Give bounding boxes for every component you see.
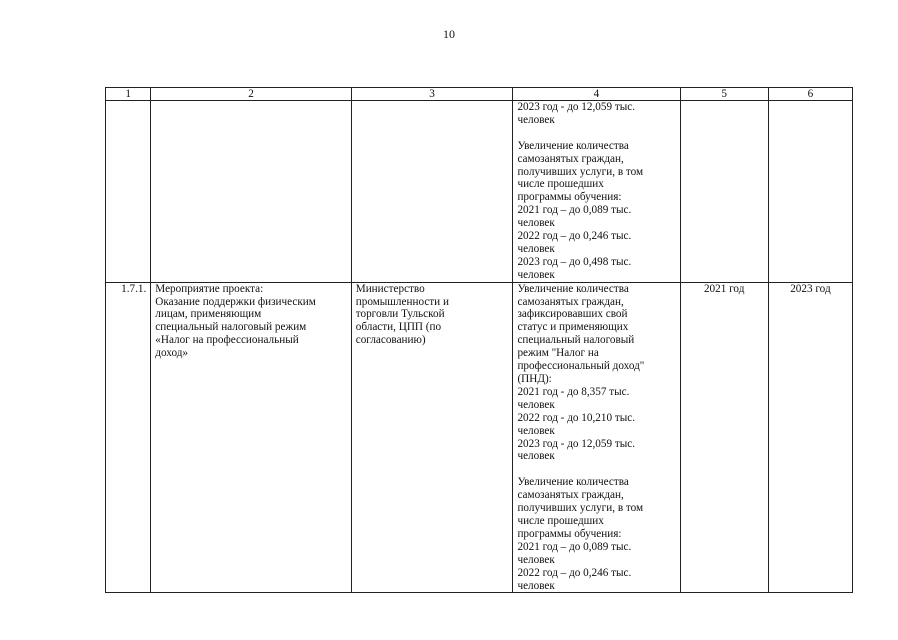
cell-text-line: самозанятых граждан, [517, 152, 624, 165]
cell-text-line: человек [517, 553, 555, 566]
cell-text-line: (ПНД): [517, 373, 552, 386]
header-col-1: 1 [106, 88, 151, 101]
cell-text-line: промышленности и [355, 295, 449, 308]
row2-indicators [513, 282, 680, 593]
cell-text-line: Министерство [355, 282, 425, 295]
row1-col3 [351, 101, 513, 283]
cell-text-line: самозанятых граждан, [517, 489, 624, 502]
row2-end-year: 2023 год [768, 282, 852, 593]
cell-text-line: человек [517, 424, 555, 437]
row1-col2 [151, 101, 351, 283]
table-row [106, 101, 853, 283]
measures-table [105, 87, 853, 593]
cell-text-line: человек [517, 242, 555, 255]
cell-text-line: «Налог на профессиональный [155, 334, 299, 347]
table-row [106, 282, 853, 593]
cell-text-line: профессиональный доход" [517, 360, 645, 373]
cell-text-line: режим "Налог на [517, 347, 599, 360]
cell-text-line: 2023 год – до 0,498 тыс. [517, 255, 632, 268]
blank-line [517, 127, 675, 140]
row1-col6 [768, 101, 852, 283]
header-col-2: 2 [151, 88, 351, 101]
page-number: 10 [443, 27, 455, 41]
cell-text-line: Увеличение количества [517, 139, 629, 152]
cell-text-line: согласованию) [355, 334, 426, 347]
cell-text-line: Увеличение количества [517, 282, 629, 295]
cell-text-line: 2023 год - до 12,059 тыс. [517, 101, 636, 113]
blank-line [517, 463, 675, 476]
row2-measure-description [151, 282, 351, 593]
cell-text-line: человек [517, 113, 555, 126]
cell-text-line: 2022 год – до 0,246 тыс. [517, 566, 632, 579]
cell-text-line: статус и применяющих [517, 321, 629, 334]
cell-text-line: числе прошедших [517, 178, 604, 191]
cell-text-line: человек [517, 450, 555, 463]
row2-start-year: 2021 год [680, 282, 768, 593]
row1-col1 [106, 101, 151, 283]
cell-text-line: числе прошедших [517, 514, 604, 527]
cell-text-line: 2021 год - до 8,357 тыс. [517, 385, 630, 398]
header-col-5: 5 [680, 88, 768, 101]
cell-text-line: получивших услуги, в том [517, 165, 644, 178]
cell-text-line: программы обучения: [517, 191, 622, 204]
header-col-6: 6 [768, 88, 852, 101]
cell-text-line: Мероприятие проекта: [155, 282, 264, 295]
header-col-4: 4 [513, 88, 680, 101]
cell-text-line: торговли Тульской [355, 308, 445, 321]
cell-text-line: человек [517, 398, 555, 411]
header-col-3: 3 [351, 88, 513, 101]
cell-text-line: 2022 год - до 10,210 тыс. [517, 411, 636, 424]
cell-text-line: специальный налоговый [517, 334, 635, 347]
cell-text-line: получивших услуги, в том [517, 502, 644, 515]
table-header-row [106, 88, 853, 101]
row1-col4 [513, 101, 680, 283]
cell-text-line: человек [517, 268, 555, 281]
cell-text-line: доход» [155, 347, 188, 360]
cell-text-line: 2022 год – до 0,246 тыс. [517, 230, 632, 243]
row2-responsible [351, 282, 513, 593]
cell-text-line: 2021 год – до 0,089 тыс. [517, 540, 632, 553]
row1-col5 [680, 101, 768, 283]
cell-text-line: человек [517, 217, 555, 230]
cell-text-line: Увеличение количества [517, 476, 629, 489]
row2-number: 1.7.1. [106, 282, 151, 593]
cell-text-line: 2023 год - до 12,059 тыс. [517, 437, 636, 450]
cell-text-line: зафиксировавших свой [517, 308, 628, 321]
cell-text-line: самозанятых граждан, [517, 295, 624, 308]
cell-text-line: области, ЦПП (по [355, 321, 442, 334]
cell-text-line: 2021 год – до 0,089 тыс. [517, 204, 632, 217]
cell-text-line: программы обучения: [517, 527, 622, 540]
cell-text-line: лицам, применяющим [155, 308, 262, 321]
cell-text-line: специальный налоговый режим [155, 321, 307, 334]
cell-text-line: человек [517, 579, 555, 592]
cell-text-line: Оказание поддержки физическим [155, 295, 316, 308]
